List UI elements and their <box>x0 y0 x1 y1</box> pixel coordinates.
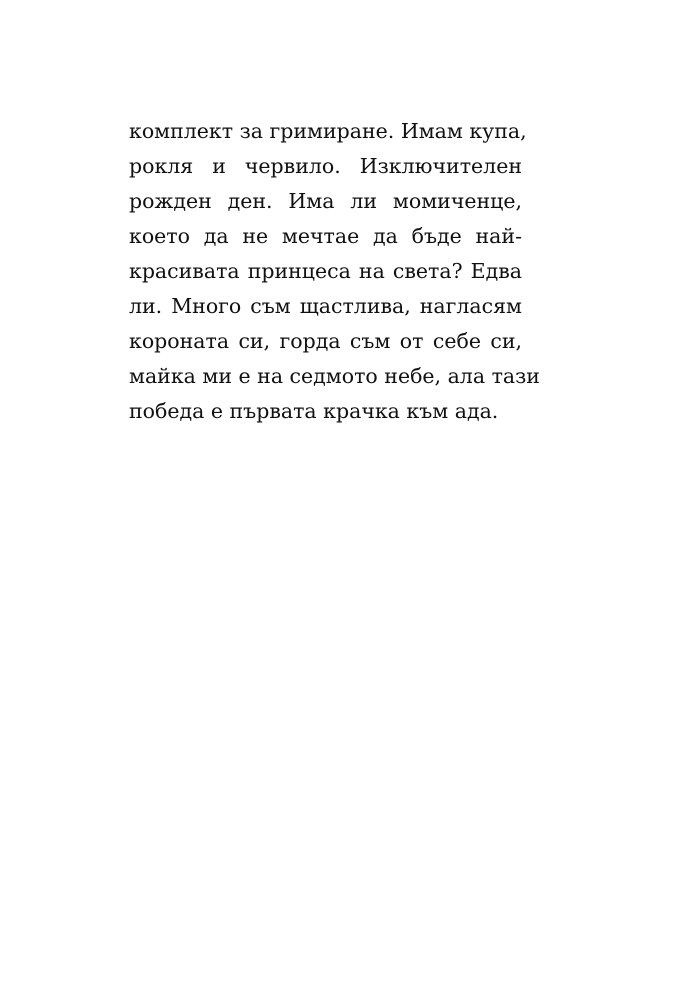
paragraph-line: рокля и червило. Изключителен <box>129 154 522 178</box>
paragraph-line: красивата принцеса на света? Едва <box>129 259 522 283</box>
paragraph-line: рожден ден. Има ли момиченце, <box>129 189 522 213</box>
paragraph-line: майка ми е на седмото небе, ала тази <box>129 364 540 388</box>
paragraph-line: победа е първата крачка към ада. <box>129 399 499 423</box>
paragraph-line: което да не мечтае да бъде най- <box>129 224 522 248</box>
paragraph-line: ли. Много съм щастлива, нагласям <box>129 294 522 318</box>
paragraph-line: короната си, горда съм от себе си, <box>129 329 522 353</box>
paragraph-line: комплект за гримиране. Имам купа, <box>129 119 527 143</box>
paragraph <box>129 114 540 429</box>
